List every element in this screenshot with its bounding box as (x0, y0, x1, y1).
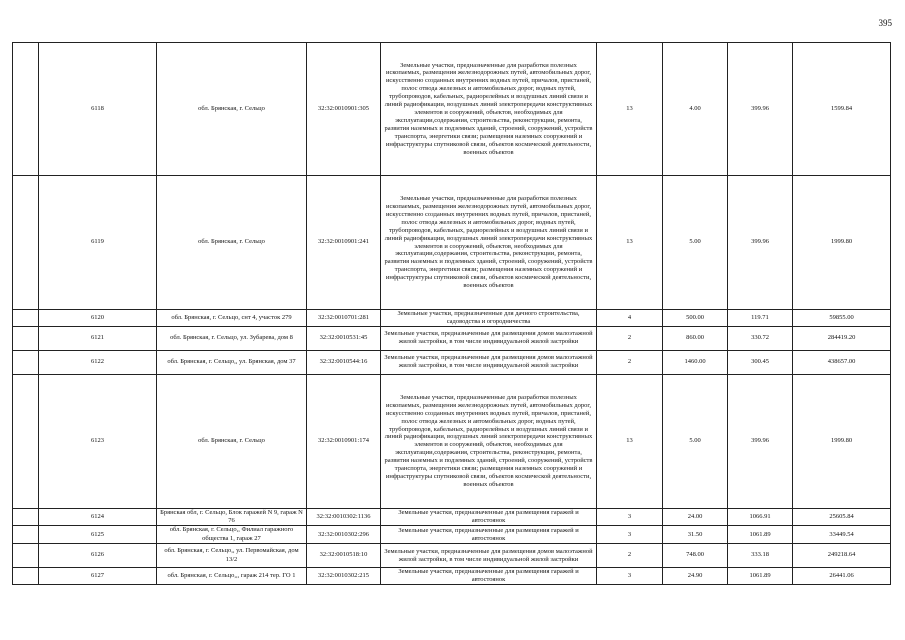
address-cell: обл. Брянская, г. Сельцо,,, гараж 214 тер. ГО 1 (157, 568, 307, 585)
row-number-cell: 6122 (39, 350, 157, 374)
area-cell: 5.00 (663, 374, 728, 508)
area-cell: 748.00 (663, 544, 728, 568)
group-code-cell: 13 (597, 43, 663, 176)
cadastral-value-cell: 1999.80 (793, 374, 891, 508)
empty-cell (13, 526, 39, 544)
cadastral-number-cell: 32:32:0010302:215 (307, 568, 381, 585)
address-cell: обл. Брянская, г. Сельцо (157, 43, 307, 176)
area-cell: 5.00 (663, 176, 728, 310)
address-cell: обл. Брянская, г. Сельцо (157, 374, 307, 508)
empty-cell (13, 544, 39, 568)
unit-value-cell: 1061.89 (728, 568, 793, 585)
cadastral-number-cell: 32:32:0010901:305 (307, 43, 381, 176)
cadastral-value-cell: 249218.64 (793, 544, 891, 568)
table-row (13, 544, 891, 568)
unit-value-cell: 333.18 (728, 544, 793, 568)
cadastral-value-cell: 59855.00 (793, 310, 891, 327)
table-row (13, 526, 891, 544)
unit-value-cell: 1061.89 (728, 526, 793, 544)
unit-value-cell: 330.72 (728, 326, 793, 350)
cadastral-number-cell: 32:32:0010302:296 (307, 526, 381, 544)
row-number-cell: 6126 (39, 544, 157, 568)
cadastral-number-cell: 32:32:0010518:10 (307, 544, 381, 568)
land-plots-table (12, 42, 891, 585)
land-purpose-cell: Земельные участки, предназначенные для размещения гаражей и автостоянок (381, 508, 597, 526)
cadastral-value-cell: 25605.84 (793, 508, 891, 526)
land-purpose-cell: Земельные участки, предназначенные для размещения гаражей и автостоянок (381, 526, 597, 544)
unit-value-cell: 399.96 (728, 176, 793, 310)
empty-cell (13, 568, 39, 585)
group-code-cell: 3 (597, 526, 663, 544)
land-purpose-cell: Земельные участки, предназначенные для дачного строительства, садоводства и огородничества (381, 310, 597, 327)
cadastral-number-cell: 32:32:0010544:16 (307, 350, 381, 374)
cadastral-number-cell: 32:32:0010302:1136 (307, 508, 381, 526)
table-row (13, 350, 891, 374)
cadastral-value-cell: 1599.84 (793, 43, 891, 176)
group-code-cell: 13 (597, 374, 663, 508)
cadastral-value-cell: 26441.06 (793, 568, 891, 585)
land-purpose-cell: Земельные участки, предназначенные для разработки полезных ископаемых, размещения железнодорожных путей, автомобильных дорог, искусственно созданных внутренних водных путей, причалов, пристаней, полос отвода железных и автомобильных дорог, водных путей, трубопроводов, кабельных, радиорелейных и воздушных линий связи и линий радиофикации, воздушных линий электропередачи конструктивных элементов и сооружений, объектов, необходимых для эксплуатации,содержания, строительства, реконструкции, ремонта, развития наземных и подземных зданий, строений, сооружений, устройств транспорта, энергетики связи; размещения наземных сооружений и инфраструктуры спутниковой связи, объектов космической деятельности, военных объектов (381, 43, 597, 176)
group-code-cell: 13 (597, 176, 663, 310)
unit-value-cell: 399.96 (728, 374, 793, 508)
land-purpose-cell: Земельные участки, предназначенные для разработки полезных ископаемых, размещения железнодорожных путей, автомобильных дорог, искусственно созданных внутренних водных путей, причалов, пристаней, полос отвода железных и автомобильных дорог, водных путей, трубопроводов, кабельных, радиорелейных и воздушных линий связи и линий радиофикации, воздушных линий электропередачи конструктивных элементов и сооружений, объектов, необходимых для эксплуатации,содержания, строительства, реконструкции, ремонта, развития наземных и подземных зданий, строений, сооружений, устройств транспорта, энергетики связи; размещения наземных сооружений и инфраструктуры спутниковой связи, объектов космической деятельности, военных объектов (381, 176, 597, 310)
row-number-cell: 6119 (39, 176, 157, 310)
row-number-cell: 6121 (39, 326, 157, 350)
row-number-cell: 6125 (39, 526, 157, 544)
cadastral-value-cell: 1999.80 (793, 176, 891, 310)
address-cell: Брянская обл, г. Сельцо, Блок гаражей N 9, гараж N 76 (157, 508, 307, 526)
table-row (13, 568, 891, 585)
table-row (13, 374, 891, 508)
page-number: 395 (878, 18, 892, 28)
address-cell: обл. Брянская, г. Сельцо, снт 4, участок 279 (157, 310, 307, 327)
unit-value-cell: 119.71 (728, 310, 793, 327)
group-code-cell: 3 (597, 508, 663, 526)
cadastral-number-cell: 32:32:0010531:45 (307, 326, 381, 350)
empty-cell (13, 176, 39, 310)
table-row (13, 43, 891, 176)
land-purpose-cell: Земельные участки, предназначенные для размещения гаражей и автостоянок (381, 568, 597, 585)
address-cell: обл. Брянская, г. Сельцо,, Филиал гаражного общества 1, гараж 27 (157, 526, 307, 544)
row-number-cell: 6120 (39, 310, 157, 327)
area-cell: 24.00 (663, 508, 728, 526)
cadastral-number-cell: 32:32:0010901:174 (307, 374, 381, 508)
empty-cell (13, 43, 39, 176)
area-cell: 500.00 (663, 310, 728, 327)
row-number-cell: 6123 (39, 374, 157, 508)
group-code-cell: 2 (597, 326, 663, 350)
unit-value-cell: 1066.91 (728, 508, 793, 526)
area-cell: 31.50 (663, 526, 728, 544)
row-number-cell: 6118 (39, 43, 157, 176)
group-code-cell: 4 (597, 310, 663, 327)
empty-cell (13, 326, 39, 350)
address-cell: обл. Брянская, г. Сельцо, ул. Зубарева, дом 8 (157, 326, 307, 350)
row-number-cell: 6127 (39, 568, 157, 585)
land-purpose-cell: Земельные участки, предназначенные для размещения домов малоэтажной жилой застройки, в том числе индивидуальной жилой застройки (381, 544, 597, 568)
cadastral-number-cell: 32:32:0010901:241 (307, 176, 381, 310)
unit-value-cell: 300.45 (728, 350, 793, 374)
address-cell: обл. Брянская, г. Сельцо (157, 176, 307, 310)
table-row (13, 176, 891, 310)
table-row (13, 508, 891, 526)
area-cell: 860.00 (663, 326, 728, 350)
empty-cell (13, 508, 39, 526)
cadastral-value-cell: 33449.54 (793, 526, 891, 544)
row-number-cell: 6124 (39, 508, 157, 526)
cadastral-number-cell: 32:32:0010701:281 (307, 310, 381, 327)
land-purpose-cell: Земельные участки, предназначенные для разработки полезных ископаемых, размещения железнодорожных путей, автомобильных дорог, искусственно созданных внутренних водных путей, причалов, пристаней, полос отвода железных и автомобильных дорог, водных путей, трубопроводов, кабельных, радиорелейных и воздушных линий связи и линий радиофикации, воздушных линий электропередачи конструктивных элементов и сооружений, объектов, необходимых для эксплуатации,содержания, строительства, реконструкции, ремонта, развития наземных и подземных зданий, строений, сооружений, устройств транспорта, энергетики связи; размещения наземных сооружений и инфраструктуры спутниковой связи, объектов космической деятельности, военных объектов (381, 374, 597, 508)
land-purpose-cell: Земельные участки, предназначенные для размещения домов малоэтажной жилой застройки, в том числе индивидуальной жилой застройки (381, 326, 597, 350)
group-code-cell: 2 (597, 350, 663, 374)
area-cell: 4.00 (663, 43, 728, 176)
empty-cell (13, 310, 39, 327)
empty-cell (13, 374, 39, 508)
table-row (13, 326, 891, 350)
table-row (13, 310, 891, 327)
area-cell: 1460.00 (663, 350, 728, 374)
empty-cell (13, 350, 39, 374)
cadastral-value-cell: 284419.20 (793, 326, 891, 350)
unit-value-cell: 399.96 (728, 43, 793, 176)
cadastral-value-cell: 438657.00 (793, 350, 891, 374)
address-cell: обл. Брянская, г. Сельцо,, ул. Брянская, дом 37 (157, 350, 307, 374)
group-code-cell: 3 (597, 568, 663, 585)
area-cell: 24.90 (663, 568, 728, 585)
group-code-cell: 2 (597, 544, 663, 568)
land-purpose-cell: Земельные участки, предназначенные для размещения домов малоэтажной жилой застройки, в том числе индивидуальной жилой застройки (381, 350, 597, 374)
address-cell: обл. Брянская, г. Сельцо,, ул. Первомайская, дом 13/2 (157, 544, 307, 568)
